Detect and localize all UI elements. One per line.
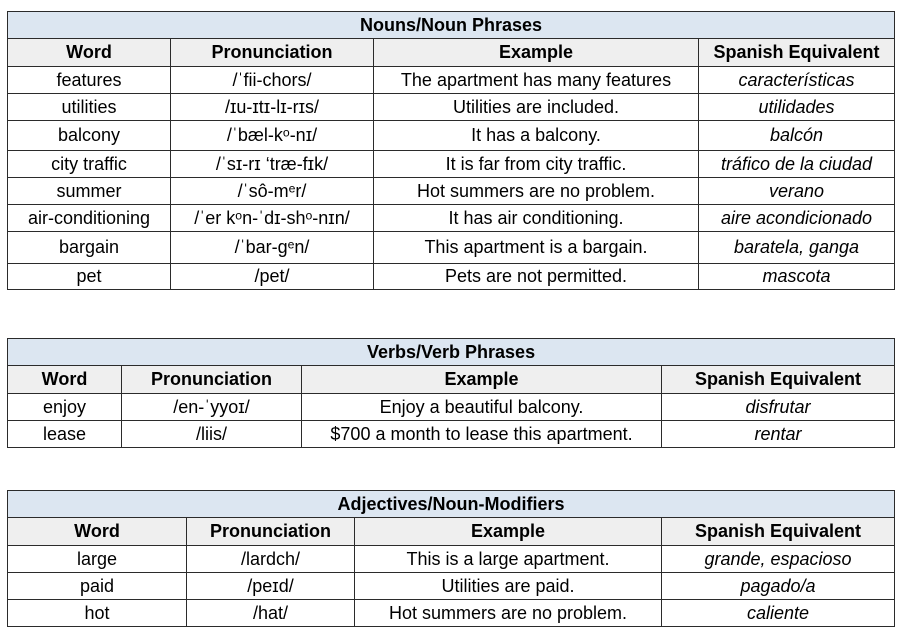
word-cell: city traffic: [8, 151, 171, 178]
table-title: Nouns/Noun Phrases: [8, 12, 895, 39]
header-word: Word: [8, 39, 171, 67]
word-cell: features: [8, 67, 171, 94]
pronunciation-cell: /peɪd/: [187, 573, 355, 600]
pronunciation-cell: /lardch/: [187, 546, 355, 573]
spanish-cell: grande, espacioso: [662, 546, 895, 573]
verbs-table: [7, 338, 895, 448]
example-cell: Pets are not permitted.: [374, 264, 699, 290]
pronunciation-cell: /ˈsɪ-rɪ ‘træ-fɪk/: [171, 151, 374, 178]
spanish-cell: características: [699, 67, 895, 94]
example-cell: Enjoy a beautiful balcony.: [302, 394, 662, 421]
header-word: Word: [8, 366, 122, 394]
example-cell: Utilities are paid.: [355, 573, 662, 600]
header-example: Example: [355, 518, 662, 546]
spanish-cell: disfrutar: [662, 394, 895, 421]
table-row: [8, 94, 895, 121]
table-row: [8, 264, 895, 290]
word-cell: hot: [8, 600, 187, 627]
table-title: Verbs/Verb Phrases: [8, 339, 895, 366]
word-cell: air-conditioning: [8, 205, 171, 232]
table-row: [8, 232, 895, 264]
header-spanish: Spanish Equivalent: [662, 518, 895, 546]
pronunciation-cell: /ɪu-ɪtɪ-lɪ-rɪs/: [171, 94, 374, 121]
example-cell: It is far from city traffic.: [374, 151, 699, 178]
example-cell: It has a balcony.: [374, 121, 699, 151]
word-cell: lease: [8, 421, 122, 448]
spanish-cell: tráfico de la ciudad: [699, 151, 895, 178]
example-cell: The apartment has many features: [374, 67, 699, 94]
table-row: [8, 394, 895, 421]
pronunciation-cell: /ˈbar-gᵉn/: [171, 232, 374, 264]
example-cell: Utilities are included.: [374, 94, 699, 121]
pronunciation-cell: /ˈfii-chors/: [171, 67, 374, 94]
header-example: Example: [374, 39, 699, 67]
header-pronunciation: Pronunciation: [122, 366, 302, 394]
spanish-cell: aire acondicionado: [699, 205, 895, 232]
table-row: [8, 178, 895, 205]
header-spanish: Spanish Equivalent: [662, 366, 895, 394]
pronunciation-cell: /liis/: [122, 421, 302, 448]
header-example: Example: [302, 366, 662, 394]
example-cell: Hot summers are no problem.: [374, 178, 699, 205]
example-cell: It has air conditioning.: [374, 205, 699, 232]
pronunciation-cell: /ˈbæl-kᵒ-nɪ/: [171, 121, 374, 151]
spanish-cell: rentar: [662, 421, 895, 448]
table-row: [8, 121, 895, 151]
word-cell: summer: [8, 178, 171, 205]
table-row: [8, 421, 895, 448]
word-cell: bargain: [8, 232, 171, 264]
table-row: [8, 67, 895, 94]
table-row: [8, 151, 895, 178]
word-cell: large: [8, 546, 187, 573]
word-cell: pet: [8, 264, 171, 290]
nouns-table: [7, 11, 895, 290]
pronunciation-cell: /ˈsô-mᵉr/: [171, 178, 374, 205]
table-title: Adjectives/Noun-Modifiers: [8, 491, 895, 518]
adjectives-table: [7, 490, 895, 627]
example-cell: This is a large apartment.: [355, 546, 662, 573]
spanish-cell: balcón: [699, 121, 895, 151]
table-row: [8, 205, 895, 232]
spanish-cell: baratela, ganga: [699, 232, 895, 264]
word-cell: enjoy: [8, 394, 122, 421]
table-row: [8, 573, 895, 600]
header-word: Word: [8, 518, 187, 546]
pronunciation-cell: /hat/: [187, 600, 355, 627]
example-cell: Hot summers are no problem.: [355, 600, 662, 627]
word-cell: paid: [8, 573, 187, 600]
table-row: [8, 600, 895, 627]
header-pronunciation: Pronunciation: [171, 39, 374, 67]
spanish-cell: verano: [699, 178, 895, 205]
header-pronunciation: Pronunciation: [187, 518, 355, 546]
spanish-cell: caliente: [662, 600, 895, 627]
pronunciation-cell: /pet/: [171, 264, 374, 290]
table-row: [8, 546, 895, 573]
example-cell: This apartment is a bargain.: [374, 232, 699, 264]
spanish-cell: pagado/a: [662, 573, 895, 600]
example-cell: $700 a month to lease this apartment.: [302, 421, 662, 448]
spanish-cell: mascota: [699, 264, 895, 290]
pronunciation-cell: /ˈer kᵒn-ˈdɪ-shᵒ-nɪn/: [171, 205, 374, 232]
pronunciation-cell: /en-ˈyyoɪ/: [122, 394, 302, 421]
word-cell: balcony: [8, 121, 171, 151]
spanish-cell: utilidades: [699, 94, 895, 121]
header-spanish: Spanish Equivalent: [699, 39, 895, 67]
word-cell: utilities: [8, 94, 171, 121]
